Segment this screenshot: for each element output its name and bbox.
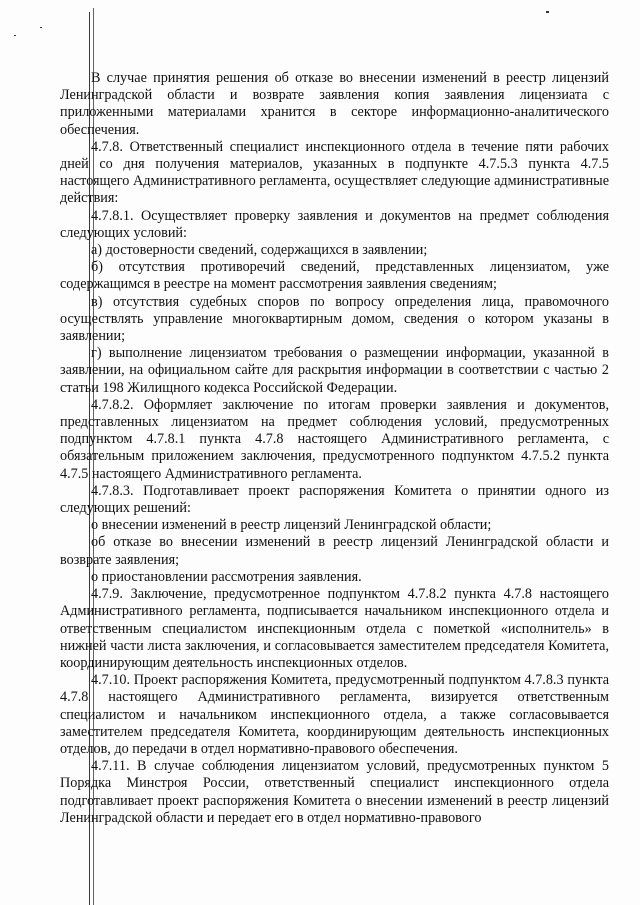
- paragraph: 4.7.11. В случае соблюдения лицензиатом условий, предусмотренных пунктом 5 Порядка Минстроя России, ответственный специалист инспекционного отдела подготавливает проект распоряжения Комитета о внесении изменений в реестр лицензий Ленинградской области и передает его в отдел нормативно-правового: [60, 758, 609, 826]
- paragraph: б) отсутствия противоречий сведений, представленных лицензиатом, уже содержащимся в реестре на момент рассмотрения заявления сведениям;: [60, 259, 609, 293]
- paragraph: о приостановлении рассмотрения заявления.: [91, 568, 362, 585]
- paragraph: 4.7.8. Ответственный специалист инспекционного отдела в течение пяти рабочих дней со дня получения материалов, указанных в подпункте 4.7.5.3 пункта 4.7.5 настоящего Административного регламента, осуществляет следующие административные действия:: [60, 138, 609, 207]
- paragraph: в) отсутствия судебных споров по вопросу определения лица, правомочного осуществлять управление многоквартирным домом, сведения о котором указаны в заявлении;: [60, 293, 609, 345]
- paragraph: 4.7.8.2. Оформляет заключение по итогам проверки заявления и документов, представленных лицензиатом на предмет соблюдения условий, предусмотренных подпунктом 4.7.8.1 пункта 4.7.8 настоящего Административного регламента, с обязательным приложением заключения, предусмотренного подпунктом 4.7.5.2 пункта 4.7.5 настоящего Административного регламента.: [60, 396, 609, 482]
- paragraph: об отказе во внесении изменений в реестр лицензий Ленинградской области и возврате заявления;: [60, 534, 609, 568]
- scan-speck: [546, 11, 549, 13]
- scan-speck: [14, 35, 16, 36]
- paragraph: а) достоверности сведений, содержащихся в заявлении;: [91, 242, 428, 259]
- paragraph: 4.7.9. Заключение, предусмотренное подпунктом 4.7.8.2 пункта 4.7.8 настоящего Административного регламента, подписывается начальником инспекционного отдела и ответственным специалистом инспекционным отдела с пометкой «исполнитель» в нижней части листа заключения, и согласовывается заместителем председателя Комитета, координирующим деятельность инспекционных отделов.: [60, 586, 609, 671]
- document-body: [60, 70, 609, 827]
- paragraph: 4.7.10. Проект распоряжения Комитета, предусмотренный подпунктом 4.7.8.3 пункта 4.7.8 настоящего Административного регламента, визируется ответственным специалистом и начальником инспекционного отдела, а также согласовывается заместителем председателя Комитета, координирующим деятельность инспекционных отделов, до передачи в отдел нормативно-правового обеспечения.: [60, 672, 609, 757]
- paragraph: о внесении изменений в реестр лицензий Ленинградской области;: [91, 517, 492, 534]
- paragraph: 4.7.8.1. Осуществляет проверку заявления и документов на предмет соблюдения следующих условий:: [60, 207, 609, 241]
- paragraph: г) выполнение лицензиатом требования о размещении информации, указанной в заявлении, на официальном сайте для раскрытия информации в соответствии с частью 2 статьи 198 Жилищного кодекса Российской Федерации.: [60, 345, 609, 396]
- scan-speck: [40, 27, 42, 28]
- paragraph: В случае принятия решения об отказе во внесении изменений в реестр лицензий Ленинградской области и возврате заявления копия заявления лицензиата с приложенными материалами хранится в секторе информационно-аналитического обеспечения.: [60, 70, 609, 138]
- paragraph: 4.7.8.3. Подготавливает проект распоряжения Комитета о принятии одного из следующих решений:: [60, 482, 609, 517]
